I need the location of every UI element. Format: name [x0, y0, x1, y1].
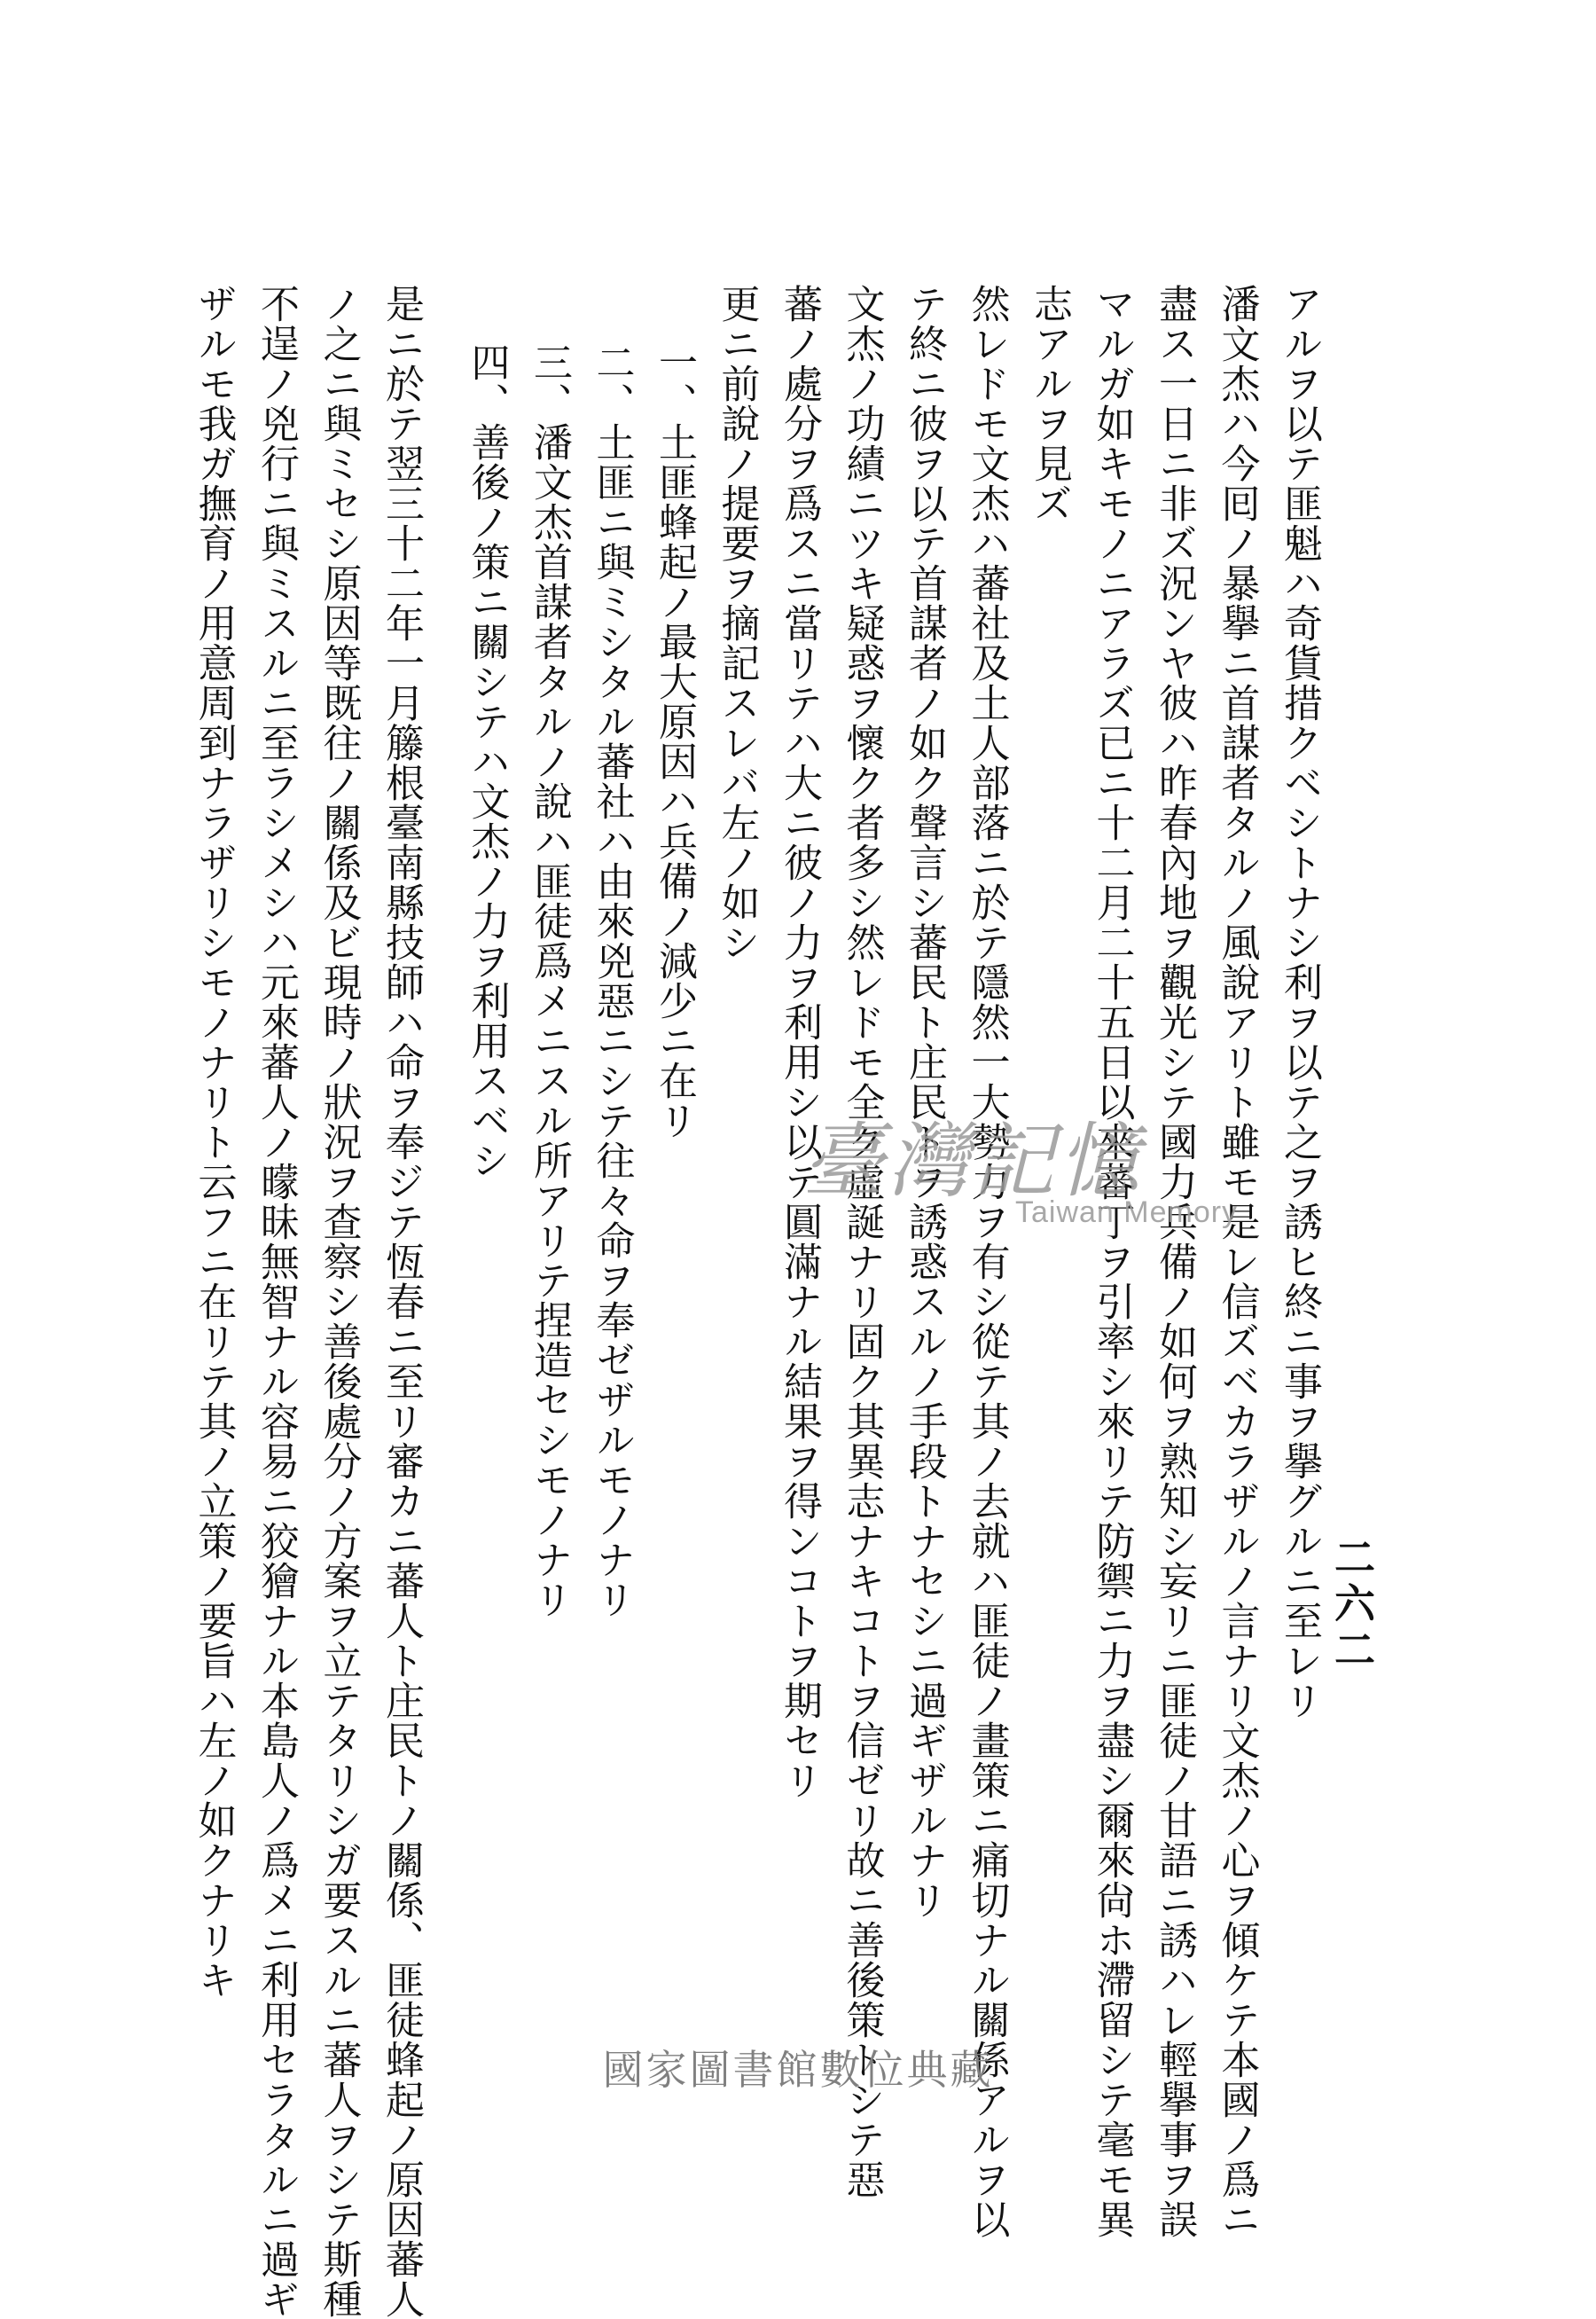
footer-archive-label: 國家圖書館數位典藏: [602, 2046, 994, 2094]
text-column-4: マルガ如キモノニアラズ已ニ十二月二十五日以來蕃丁ヲ引率シ來リテ防禦ニ力ヲ盡シ爾來尙ホ滯留シテ毫モ異: [1089, 284, 1135, 2239]
text-column-5: 志アルヲ見ズ: [1027, 284, 1072, 523]
text-column-7: テ終ニ彼ヲ以テ首謀者ノ如ク聲言シ蕃民ト庄民トヲ誘惑スルノ手段トナセシニ過ギザルナリ: [902, 284, 947, 1920]
text-column-17: 不逞ノ兇行ニ與ミスルニ至ラシメシハ元來蕃人ノ曚昧無智ナル容易ニ狡獪ナル本島人ノ爲メニ利用セラタルニ過ギ: [254, 284, 299, 2319]
taiwan-memory-watermark: [802, 1114, 1239, 1242]
summary-item-4: 四、善後ノ策ニ關シテハ文杰ノ力ヲ利用スベシ: [464, 342, 510, 1180]
text-column-8: 文杰ノ功績ニツキ疑惑ヲ懷ク者多シ然レドモ全ク虛誕ナリ固ク其異志ナキコトヲ信ゼリ故ニ善後策トシテ惡: [839, 284, 885, 2199]
text-column-18: ザルモ我ガ撫育ノ用意周到ナラザリシモノナリト云フニ在リテ其ノ立策ノ要旨ハ左ノ如クナリキ: [191, 284, 237, 2000]
page-number: 二六二: [1328, 1536, 1376, 1674]
summary-item-3: 三、潘文杰首謀者タルノ說ハ匪徒爲メニスル所アリテ捏造セシモノナリ: [527, 342, 572, 1619]
summary-item-1: 一、土匪蜂起ノ最大原因ハ兵備ノ減少ニ在リ: [652, 342, 697, 1140]
text-column-15: 是ニ於テ翌三十二年一月籐根臺南縣技師ハ命ヲ奉ジテ恆春ニ至リ審カニ蕃人ト庄民トノ關係、匪徒蜂起ノ原因蕃人: [379, 284, 424, 2319]
text-column-2: 潘文杰ハ今囘ノ暴擧ニ首謀者タルノ風說アリト雖モ是レ信ズベカラザルノ言ナリ文杰ノ心ヲ傾ケテ本國ノ爲ニ: [1214, 284, 1260, 2239]
watermark-subtitle: Taiwan Memory: [1015, 1195, 1239, 1229]
summary-item-2: 二、土匪ニ與ミシタル蕃社ハ由來兇惡ニシテ往々命ヲ奉ゼザルモノナリ: [589, 342, 635, 1619]
text-column-1: アルヲ以テ匪魁ハ奇貨措クベシトナシ利ヲ以テ之ヲ誘ヒ終ニ事ヲ擧グルニ至レリ: [1277, 284, 1322, 1720]
watermark-logo-text: 臺灣記憶: [802, 1114, 1144, 1209]
text-column-3: 盡ス一日ニ非ズ況ンヤ彼ハ昨春內地ヲ觀光シテ國力兵備ノ如何ヲ熟知シ妄リニ匪徒ノ甘語ニ誘ハレ輕擧事ヲ誤: [1152, 284, 1197, 2239]
text-column-10: 更ニ前說ノ提要ヲ摘記スレバ左ノ如シ: [714, 284, 760, 962]
text-column-16: ノ之ニ與ミセシ原因等既往ノ關係及ビ現時ノ狀況ヲ查察シ善後處分ノ方案ヲ立テタリシガ要スルニ蕃人ヲシテ斯種: [316, 284, 362, 2319]
text-column-9: 蕃ノ處分ヲ爲スニ當リテハ大ニ彼ノ力ヲ利用シ以テ圓滿ナル結果ヲ得ンコトヲ期セリ: [777, 284, 822, 1800]
text-column-6: 然レドモ文杰ハ蕃社及土人部落ニ於テ隱然一大勢力ヲ有シ從テ其ノ去就ハ匪徒ノ畫策ニ痛切ナル關係アルヲ以: [964, 284, 1010, 2239]
